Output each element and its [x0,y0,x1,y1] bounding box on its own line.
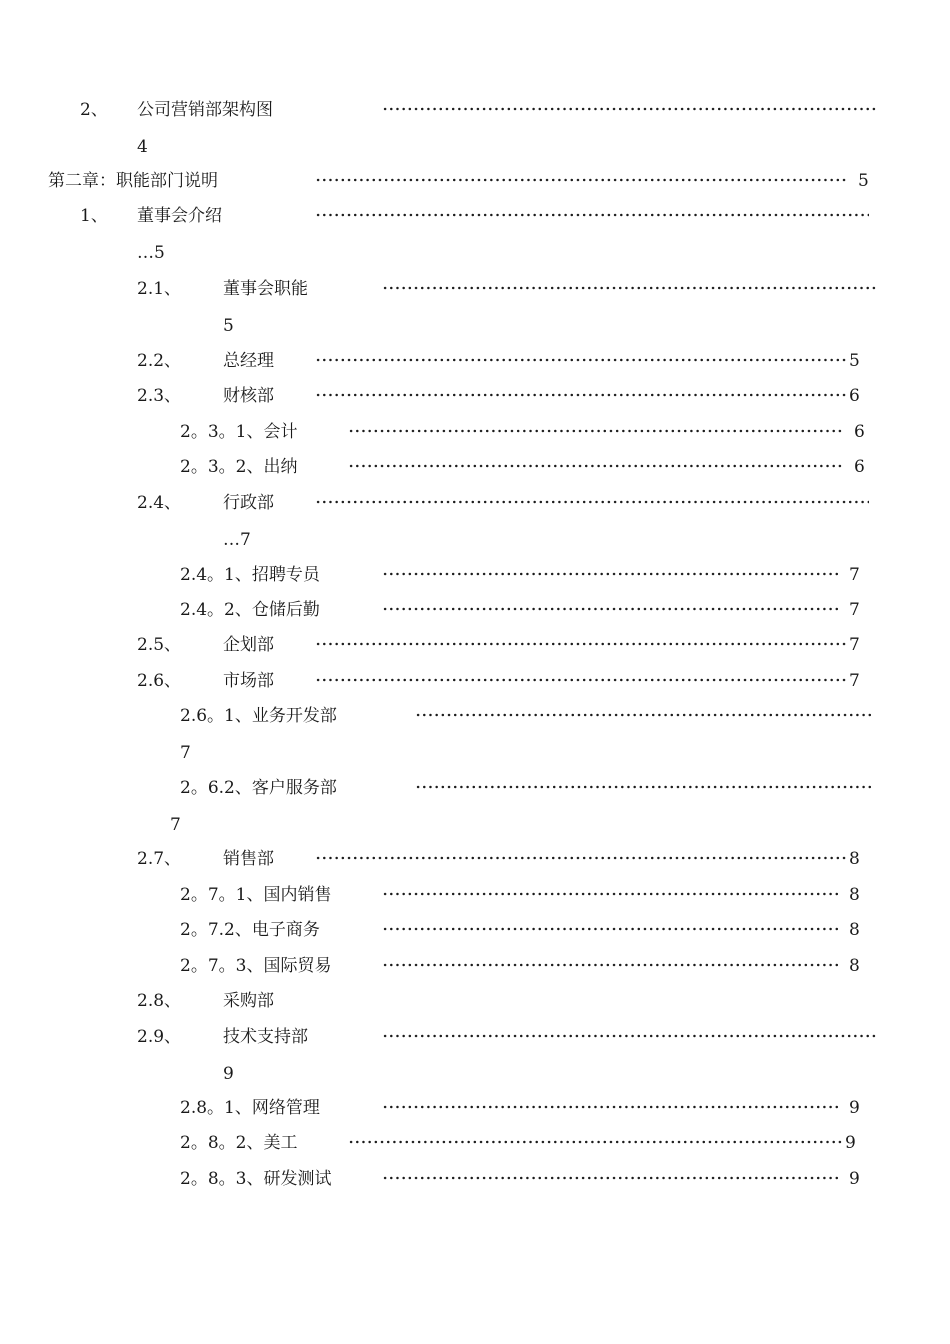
toc-leader [348,464,842,468]
toc-leader [315,678,849,682]
toc-title: 市场部 [223,671,274,691]
toc-number: 2.8、 [137,991,182,1011]
toc-title: 董事会职能 [223,279,308,299]
toc-number: 2.5、 [137,635,182,655]
toc-page-number: 5 [223,316,234,336]
toc-leader [382,107,878,111]
toc-title: 公司营销部架构图 [137,100,273,120]
toc-leader [382,963,838,967]
toc-page-number: 9 [845,1133,856,1153]
toc-page-number: 7 [849,635,860,655]
toc-title: 董事会介绍 [137,206,222,226]
toc-number: 2.6、 [137,671,182,691]
toc-leader [382,1176,838,1180]
toc-leader [382,286,878,290]
toc-page-number: 6 [854,422,865,442]
toc-page-number: 9 [849,1098,860,1118]
toc-leader [382,1034,878,1038]
toc-leader [315,358,849,362]
toc-title: 2。7。1、国内销售 [180,885,332,905]
toc-page-number: 7 [849,565,860,585]
toc-leader [348,429,842,433]
toc-number: 2.3、 [137,386,182,406]
toc-page-number: 4 [137,137,148,157]
toc-number: 2.4、 [137,493,182,513]
toc-title: 2。7。3、国际贸易 [180,956,332,976]
toc-title: 采购部 [223,991,274,1011]
toc-title: 2。3。1、会计 [180,422,298,442]
toc-page-number: 7 [180,743,191,763]
toc-page-number: 5 [858,171,869,191]
toc-page-number: …7 [223,530,251,550]
toc-page-number: 6 [854,457,865,477]
toc-page-number: 7 [849,600,860,620]
toc-leader [315,856,849,860]
toc-leader [382,892,838,896]
toc-number: 2.2、 [137,351,182,371]
toc-leader [315,178,849,182]
toc-title: 2。8。3、研发测试 [180,1169,332,1189]
toc-number: 2.9、 [137,1027,182,1047]
toc-page-number: 5 [849,351,860,371]
toc-leader [315,213,869,217]
toc-leader [415,713,873,717]
toc-number: 2.7、 [137,849,182,869]
toc-title: 2.8。1、网络管理 [180,1098,320,1118]
toc-number: 2.1、 [137,279,182,299]
toc-title: 总经理 [223,351,274,371]
toc-leader [315,500,869,504]
toc-title: 2。8。2、美工 [180,1133,298,1153]
toc-title: 2。7.2、电子商务 [180,920,320,940]
toc-title: 行政部 [223,493,274,513]
toc-leader [382,572,838,576]
toc-title: 企划部 [223,635,274,655]
toc-leader [315,393,849,397]
toc-leader [382,607,838,611]
toc-leader [382,927,838,931]
toc-leader [415,785,873,789]
toc-number: 1、 [80,206,108,226]
toc-page-number: 7 [170,815,181,835]
toc-title: 2。3。2、出纳 [180,457,298,477]
toc-title: 2.6。1、业务开发部 [180,706,337,726]
toc-page-number: 8 [849,849,860,869]
toc-page-number: 9 [223,1064,234,1084]
toc-number: 2、 [80,100,108,120]
toc-title: 技术支持部 [223,1027,308,1047]
toc-title: 销售部 [223,849,274,869]
toc-title: 2。6.2、客户服务部 [180,778,337,798]
toc-title: 2.4。2、仓储后勤 [180,600,320,620]
toc-page-number: 8 [849,956,860,976]
toc-page-number: 8 [849,885,860,905]
toc-leader [382,1105,838,1109]
toc-page-number: 9 [849,1169,860,1189]
toc-page-number: …5 [137,243,165,263]
toc-page-number: 6 [849,386,860,406]
toc-page-number: 8 [849,920,860,940]
toc-title: 2.4。1、招聘专员 [180,565,320,585]
toc-page-number: 7 [849,671,860,691]
toc-leader [315,642,849,646]
toc-leader [348,1140,844,1144]
toc-title: 第二章：职能部门说明 [48,171,218,191]
toc-title: 财核部 [223,386,274,406]
